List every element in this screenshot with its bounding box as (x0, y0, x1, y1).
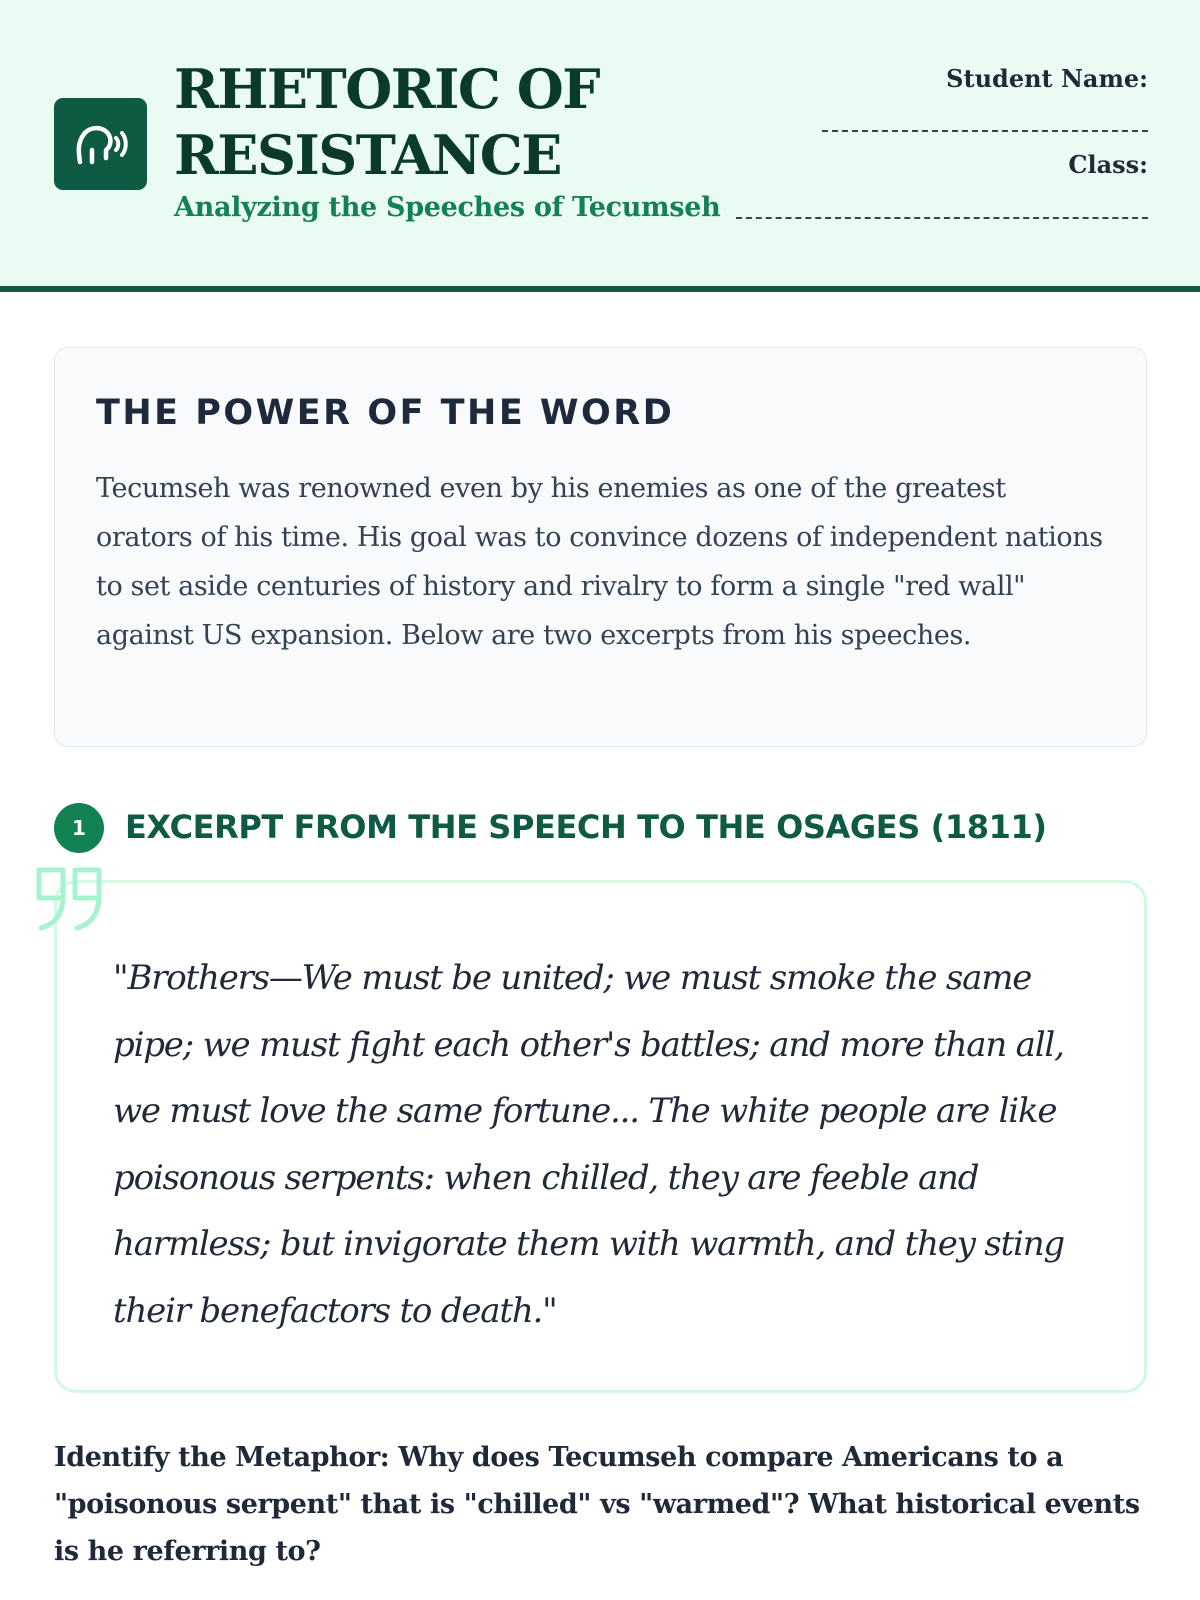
quote-card (54, 880, 1147, 1393)
section-number-badge: 1 (54, 803, 104, 853)
speech-excerpt: "Brothers—We must be united; we must smoke the same pipe; we must fight each other's battles; and more than all, we must love the same fortune... The white people are like poisonous serpents: when chilled, they are feeble and harmless; but invigorate them with warmth, and they sting their benefactors to death." (113, 958, 1064, 1331)
intro-body: Tecumseh was renowned even by his enemies as one of the greatest orators of his time. His goal was to convince dozens of independent nations to set aside centuries of history and rivalry to form a single "red wall" against US expansion. Below are two excerpts from his speeches. (96, 473, 1103, 651)
class-label: Class: (1068, 150, 1148, 179)
section-title: EXCERPT FROM THE SPEECH TO THE OSAGES (1811) (125, 808, 1047, 846)
worksheet-header (0, 0, 1200, 292)
speaking-head-icon (72, 120, 130, 170)
logo (54, 98, 147, 190)
student-name-label: Student Name: (946, 64, 1148, 93)
student-name-field[interactable] (822, 130, 1148, 132)
intro-heading: THE POWER OF THE WORD (96, 393, 675, 433)
class-field[interactable] (736, 217, 1148, 219)
quote-mark-icon (33, 864, 107, 932)
question-prompt: Identify the Metaphor: Why does Tecumseh compare Americans to a "poisonous serpent" that is "chilled" vs "warmed"? What historical events is he referring to? (54, 1442, 1140, 1567)
page-title: RHETORIC OF RESISTANCE (174, 57, 600, 187)
intro-card (54, 347, 1147, 747)
page-subtitle: Analyzing the Speeches of Tecumseh (174, 192, 721, 223)
